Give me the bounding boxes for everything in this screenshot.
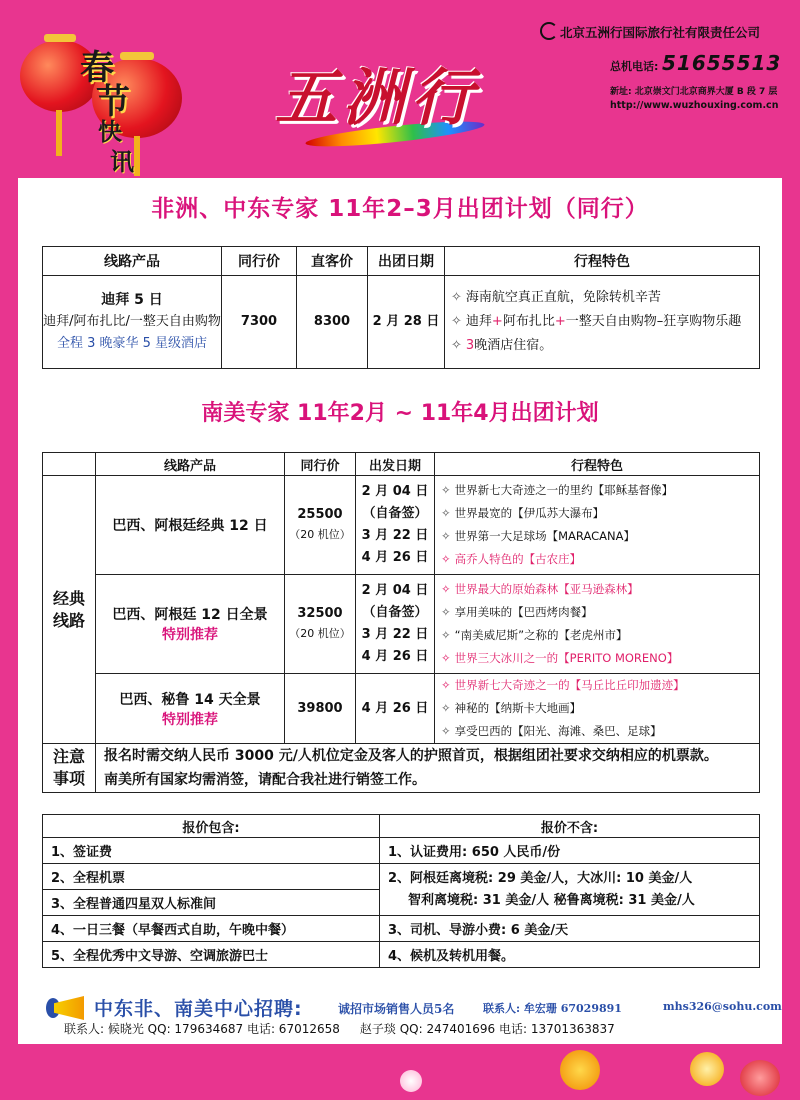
- sparkle-icon: ✧: [441, 506, 451, 520]
- col-category: [43, 453, 96, 476]
- sparkle-icon: ✧: [441, 552, 451, 566]
- megaphone-icon: [54, 996, 84, 1020]
- table-row: [43, 476, 760, 575]
- included-item: 5、全程优秀中文导游、空调旅游巴士: [43, 942, 380, 968]
- sparkle-icon: ✧: [451, 338, 462, 353]
- depart-dates: 4 月 26 日: [356, 674, 435, 744]
- recommend-tag: 特别推荐: [162, 627, 218, 643]
- route-desc: 迪拜/阿布扎比/一整天自由购物: [43, 314, 221, 329]
- recruit-email[interactable]: mhs326@sohu.com: [663, 1000, 782, 1013]
- included-item: 1、签证费: [43, 838, 380, 864]
- included-item: 3、全程普通四星双人标准间: [43, 890, 380, 916]
- depart-dates: 2 月 04 日 （自备签） 3 月 22 日 4 月 26 日: [356, 575, 435, 674]
- route-cell: [96, 674, 285, 744]
- festival-char-2: 节: [96, 82, 130, 122]
- depart-dates: 2 月 04 日 （自备签） 3 月 22 日 4 月 26 日: [356, 476, 435, 575]
- section1-title: 非洲、中东专家 11年2–3月出团计划（同行）: [151, 196, 649, 222]
- peer-price: 32500 （20 机位）: [285, 575, 356, 674]
- recommend-tag: 特别推荐: [162, 711, 218, 728]
- sparkle-icon: ✧: [441, 701, 451, 715]
- sparkle-icon: ✧: [441, 724, 451, 738]
- recruit-contacts-line: 联系人: 候晓光 QQ: 179634687 电话: 67012658 赵子琰 QQ: 247401696 电话: 13701363837: [64, 1022, 615, 1036]
- brand-logo-text: 五洲行: [275, 61, 480, 134]
- excluded-item: 4、候机及转机用餐。: [380, 942, 760, 968]
- recruit-section: [18, 984, 782, 1044]
- recruit-job: 诚招市场销售人员5名: [338, 1002, 455, 1016]
- category-cell: 经典 线路: [43, 476, 96, 744]
- included-header: 报价包含:: [43, 815, 380, 838]
- festival-char-1: 春: [80, 48, 114, 88]
- excluded-item: 3、司机、导游小费: 6 美金/天: [380, 916, 760, 942]
- notice-label: 注意 事项: [43, 744, 96, 793]
- route-cell: [43, 276, 222, 369]
- notice-line-1: 报名时需交纳人民币 3000 元/人机位定金及客人的护照首页，根据组团社要求交纳相应的机票款。: [104, 748, 718, 764]
- sparkle-icon: ✧: [451, 314, 462, 329]
- notice-text: [96, 744, 760, 793]
- depart-date: 2 月 28 日: [368, 276, 445, 369]
- company-name: 北京五洲行国际旅行社有限责任公司: [540, 22, 760, 41]
- col-date: 出团日期: [368, 247, 445, 276]
- feature-2: ✧ 迪拜+阿布扎比+一整天自由购物–狂享购物乐趣: [451, 314, 742, 329]
- company-logo-icon: [540, 22, 558, 40]
- table-row: [43, 942, 760, 968]
- notice-line-2: 南美所有国家均需消签，请配合我社进行销签工作。: [104, 772, 426, 788]
- table-row: [43, 838, 760, 864]
- route-name: 迪拜 5 日: [101, 292, 163, 308]
- included-item: 2、全程机票: [43, 864, 380, 890]
- col-features: 行程特色: [435, 453, 760, 476]
- features-cell: ✧ 世界新七大奇迹之一的【马丘比丘印加遗迹】 ✧ 神秘的【纳斯卡大地画】 ✧ 享受巴西的【阳光、海滩、桑巴、足球】: [435, 674, 760, 744]
- table-header-row: [43, 453, 760, 476]
- route-name: 巴西、阿根廷 12 日全景: [112, 607, 268, 623]
- sparkle-icon: ✧: [441, 678, 451, 692]
- excluded-header: 报价不含:: [380, 815, 760, 838]
- festival-badge: [70, 40, 165, 180]
- festival-char-3: 快: [98, 117, 122, 146]
- sparkle-icon: ✧: [441, 651, 451, 665]
- col-peer-price: 同行价: [222, 247, 297, 276]
- col-date: 出发日期: [356, 453, 435, 476]
- company-website[interactable]: http://www.wuzhouxing.com.cn: [610, 100, 779, 111]
- col-route: 线路产品: [43, 247, 222, 276]
- direct-price: 8300: [297, 276, 368, 369]
- tel-label: 总机电话:: [610, 60, 659, 73]
- feature-1: ✧ 海南航空真正直航，免除转机辛苦: [451, 290, 661, 305]
- peer-price: 25500 （20 机位）: [285, 476, 356, 575]
- features-cell: [445, 276, 760, 369]
- excluded-item: 2、阿根廷离境税: 29 美金/人，大冰川: 10 美金/人 智利离境税: 31 美金/人 秘鲁离境税: 31 美金/人: [380, 864, 760, 916]
- table-row: [43, 916, 760, 942]
- feature-3: ✧ 3晚酒店住宿。: [451, 338, 553, 353]
- recruit-title: 中东非、南美中心招聘:: [94, 998, 303, 1020]
- notice-row: [43, 744, 760, 793]
- col-route: 线路产品: [96, 453, 285, 476]
- route-hotel: 全程 3 晚豪华 5 星级酒店: [56, 336, 208, 351]
- pricing-table: [42, 814, 760, 968]
- company-info: [540, 22, 795, 117]
- tel-number: 51655513: [662, 51, 782, 75]
- route-name: 巴西、秘鲁 14 天全景: [119, 691, 261, 708]
- route-name: 巴西、阿根廷经典 12 日: [96, 476, 285, 575]
- excluded-item: 1、认证费用: 650 人民币/份: [380, 838, 760, 864]
- sparkle-icon: ✧: [441, 582, 451, 596]
- south-america-table: [42, 452, 760, 793]
- company-address: 新址: 北京崇文门北京商界大厦 B 段 7 层: [610, 87, 778, 97]
- sparkle-icon: ✧: [451, 290, 462, 305]
- features-cell: ✧ 世界最大的原始森林【亚马逊森林】 ✧ 享用美味的【巴西烤肉餐】 ✧ “南美威尼斯”之称的【老虎州市】 ✧ 世界三大冰川之一的【PERITO MORENO】: [435, 575, 760, 674]
- col-direct-price: 直客价: [297, 247, 368, 276]
- table-header-row: [43, 247, 760, 276]
- table-header-row: [43, 815, 760, 838]
- brand-logo: [275, 48, 515, 148]
- included-item: 4、一日三餐（早餐西式自助，午晚中餐）: [43, 916, 380, 942]
- africa-middleeast-table: [42, 246, 760, 369]
- peer-price: 7300: [222, 276, 297, 369]
- route-cell: [96, 575, 285, 674]
- table-row: [43, 674, 760, 744]
- sparkle-icon: ✧: [441, 628, 451, 642]
- table-row: [43, 276, 760, 369]
- table-row: [43, 864, 760, 890]
- col-peer-price: 同行价: [285, 453, 356, 476]
- recruit-contact: 联系人: 牟宏珊 67029891: [483, 1002, 622, 1015]
- features-cell: ✧ 世界新七大奇迹之一的里约【耶稣基督像】 ✧ 世界最宽的【伊瓜苏大瀑布】 ✧ 世界第一大足球场【MARACANA】 ✧ 高乔人特色的【古农庄】: [435, 476, 760, 575]
- col-features: 行程特色: [445, 247, 760, 276]
- sparkle-icon: ✧: [441, 483, 451, 497]
- content-card: [18, 178, 782, 1044]
- sparkle-icon: ✧: [441, 605, 451, 619]
- section2-title: 南美专家 11年2月 ~ 11年4月出团计划: [201, 401, 599, 426]
- sparkle-icon: ✧: [441, 529, 451, 543]
- table-row: [43, 575, 760, 674]
- peer-price: 39800: [285, 674, 356, 744]
- festival-char-4: 讯: [110, 147, 134, 176]
